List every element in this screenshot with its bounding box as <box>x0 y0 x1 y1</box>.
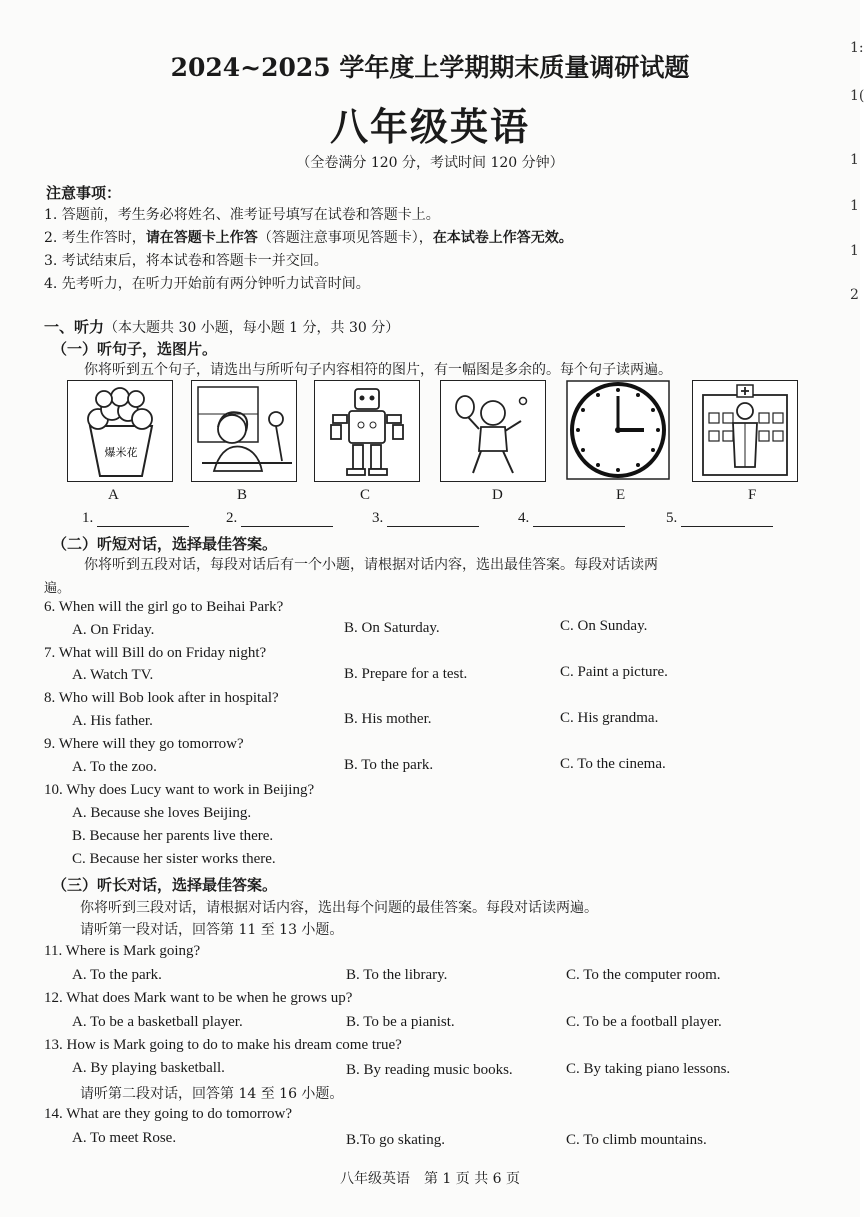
answer-blank-2[interactable]: 2. <box>226 510 333 527</box>
question-14: 14. What are they going to do tomorrow? <box>44 1106 292 1122</box>
picture-label-b: B <box>237 487 248 503</box>
picture-e-clock <box>566 380 670 480</box>
page-footer: 八年级英语 第 1 页 共 6 页 <box>339 1171 521 1187</box>
dialog-2-instruction: 请听第二段对话，回答第 14 至 16 小题。 <box>80 1086 344 1102</box>
subject-title: 八年级英语 <box>329 104 530 149</box>
picture-f-hospital-doctor <box>692 380 798 482</box>
note-2: 2. 考生作答时，请在答题卡上作答（答题注意事项见答题卡），在本试卷上作答无效。 <box>44 230 573 246</box>
picture-label-e: E <box>616 487 626 503</box>
option-10b: B. Because her parents live there. <box>72 828 274 844</box>
option-11a: A. To the park. <box>72 967 162 983</box>
picture-label-d: D <box>492 487 503 503</box>
picture-a-popcorn <box>67 380 173 482</box>
exam-info: （全卷满分 120 分，考试时间 120 分钟） <box>296 155 564 171</box>
answer-blank-3[interactable]: 3. <box>372 510 479 527</box>
option-8a: A. His father. <box>72 713 153 729</box>
part-3-instruction: 你将听到三段对话，请根据对话内容，选出每个问题的最佳答案。每段对话读两遍。 <box>80 900 598 916</box>
part-2-instruction: 你将听到五段对话，每段对话后有一个小题，请根据对话内容，选出最佳答案。每段对话读两 <box>84 557 658 573</box>
picture-label-f: F <box>748 487 757 503</box>
exam-title: 2024~2025 学年度上学期期末质量调研试题 <box>170 53 690 82</box>
notes-heading: 注意事项： <box>46 184 122 202</box>
edge-mark-1: 1: <box>850 40 864 56</box>
answer-blank-4[interactable]: 4. <box>518 510 625 527</box>
note-3: 3. 考试结束后，将本试卷和答题卡一并交回。 <box>44 253 328 269</box>
picture-d-boy-tennis <box>440 380 546 482</box>
part-2-heading: （二）听短对话，选择最佳答案。 <box>52 535 278 553</box>
option-9b: B. To the park. <box>344 757 434 773</box>
dialog-1-instruction: 请听第一段对话，回答第 11 至 13 小题。 <box>80 922 344 938</box>
question-12: 12. What does Mark want to be when he grows up? <box>44 990 353 1006</box>
option-7a: A. Watch TV. <box>72 667 154 683</box>
question-6: 6. When will the girl go to Beihai Park? <box>44 599 284 615</box>
option-13a: A. By playing basketball. <box>72 1060 225 1076</box>
option-11b: B. To the library. <box>346 967 448 983</box>
section-1-heading: 一、听力（本大题共 30 小题，每小题 1 分，共 30 分） <box>44 318 400 336</box>
option-10a: A. Because she loves Beijing. <box>72 805 252 821</box>
picture-c-robot <box>314 380 420 482</box>
option-7b: B. Prepare for a test. <box>344 666 468 682</box>
option-12c: C. To be a football player. <box>566 1014 722 1030</box>
question-7: 7. What will Bill do on Friday night? <box>44 645 267 661</box>
option-14b: B.To go skating. <box>346 1132 445 1148</box>
picture-b-girl-writing <box>191 380 297 482</box>
part-1-instruction: 你将听到五个句子，请选出与所听句子内容相符的图片，有一幅图是多余的。每个句子读两遍。 <box>84 362 672 378</box>
question-10: 10. Why does Lucy want to work in Beijing? <box>44 782 315 798</box>
option-6a: A. On Friday. <box>72 622 155 638</box>
question-9: 9. Where will they go tomorrow? <box>44 736 244 752</box>
option-6c: C. On Sunday. <box>560 618 648 634</box>
option-12a: A. To be a basketball player. <box>72 1014 243 1030</box>
option-9a: A. To the zoo. <box>72 759 157 775</box>
question-13: 13. How is Mark going to do to make his dream come true? <box>44 1037 402 1053</box>
answer-blank-5[interactable]: 5. <box>666 510 773 527</box>
picture-label-c: C <box>360 487 371 503</box>
edge-mark-2: 1( <box>850 88 864 104</box>
picture-label-a: A <box>108 487 119 503</box>
part-3-heading: （三）听长对话，选择最佳答案。 <box>52 876 278 894</box>
note-4: 4. 先考听力，在听力开始前有两分钟听力试音时间。 <box>44 276 370 292</box>
part-2-instruction-tail: 遍。 <box>44 581 71 596</box>
option-12b: B. To be a pianist. <box>346 1014 455 1030</box>
option-8c: C. His grandma. <box>560 710 659 726</box>
option-13b: B. By reading music books. <box>346 1062 513 1078</box>
option-11c: C. To the computer room. <box>566 967 721 983</box>
answer-blank-1[interactable]: 1. <box>82 510 189 527</box>
option-13c: C. By taking piano lessons. <box>566 1061 731 1077</box>
option-7c: C. Paint a picture. <box>560 664 668 680</box>
option-14a: A. To meet Rose. <box>72 1130 177 1146</box>
option-10c: C. Because her sister works there. <box>72 851 276 867</box>
part-1-heading: （一）听句子，选图片。 <box>52 340 218 358</box>
question-8: 8. Who will Bob look after in hospital? <box>44 690 279 706</box>
edge-mark-5: 1 <box>850 243 859 259</box>
question-11: 11. Where is Mark going? <box>44 943 201 959</box>
edge-mark-6: 2 <box>850 287 859 303</box>
popcorn-label: 爆米花 <box>104 446 138 459</box>
edge-mark-4: 1 <box>850 198 859 214</box>
option-14c: C. To climb mountains. <box>566 1132 707 1148</box>
option-8b: B. His mother. <box>344 711 432 727</box>
option-9c: C. To the cinema. <box>560 756 666 772</box>
option-6b: B. On Saturday. <box>344 620 440 636</box>
edge-mark-3: 1 <box>850 152 859 168</box>
note-1: 1. 答题前，考生务必将姓名、准考证号填写在试卷和答题卡上。 <box>44 207 440 223</box>
